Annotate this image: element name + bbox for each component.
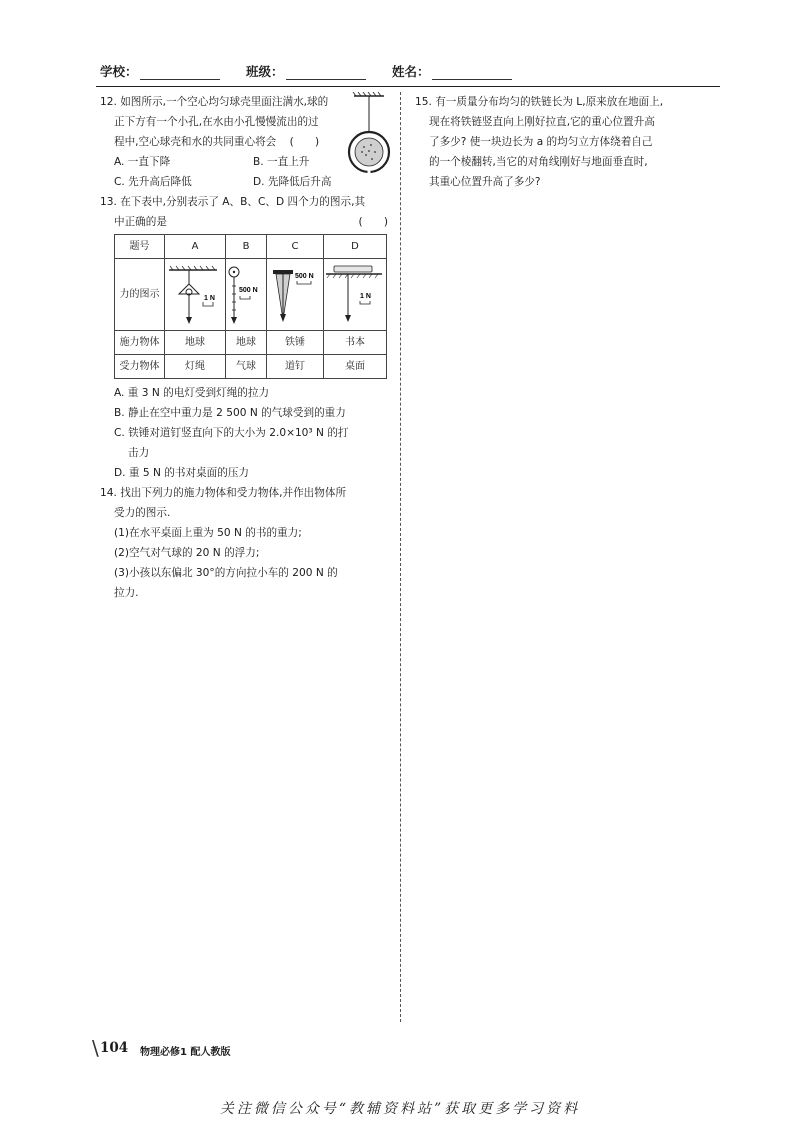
force-table-receiver-c: 道钉 — [267, 355, 324, 379]
force-table-applier-d: 书本 — [324, 331, 387, 355]
force-diagram-b — [226, 259, 267, 331]
q12-line-1: 12. 如图所示,一个空心均匀球壳里面注满水,球的 — [100, 96, 329, 108]
force-table-header-1: A — [165, 235, 226, 259]
book-force-diagram — [324, 262, 386, 328]
q15-line-4: 的一个棱翻转,当它的对角线刚好与地面垂直时, — [429, 156, 648, 168]
force-table-applier-row — [115, 331, 387, 355]
class-label: 班级： — [246, 64, 284, 79]
diagram-c-scale: 500 N — [295, 272, 314, 280]
footer-slash-mark: \ — [92, 1036, 99, 1060]
q15-line-5: 其重心位置升高了多少? — [429, 176, 541, 188]
book-title: 物理必修1 配人教版 — [140, 1047, 231, 1058]
q14-item-3-cont: 拉力. — [114, 587, 139, 599]
q12-line-2: 正下方有一个小孔,在水由小孔慢慢流出的过 — [114, 116, 319, 128]
q12-option-a: A. 一直下降 — [114, 156, 171, 168]
force-table-receiver-a: 灯绳 — [165, 355, 226, 379]
force-diagram-d — [324, 259, 387, 331]
page-number: 104 — [100, 1040, 129, 1056]
hanging-ball-figure — [344, 92, 394, 176]
q12-answer-paren: ( ) — [289, 136, 320, 148]
force-table-header-3: C — [267, 235, 324, 259]
q13-answer-paren: ( ) — [358, 216, 388, 228]
force-table-receiver-label: 受力物体 — [115, 355, 165, 379]
school-label: 学校： — [100, 64, 138, 79]
q12-option-b: B. 一直上升 — [253, 156, 310, 168]
q13-option-d: D. 重 5 N 的书对桌面的压力 — [114, 467, 250, 479]
force-table-applier-c: 铁锤 — [267, 331, 324, 355]
left-column — [100, 92, 392, 603]
q13-option-c-cont: 击力 — [128, 447, 150, 459]
q15-line-2: 现在将铁链竖直向上刚好拉直,它的重心位置升高 — [429, 116, 655, 128]
q14-line-2: 受力的图示. — [114, 507, 171, 519]
force-table-applier-b: 地球 — [226, 331, 267, 355]
diagram-d-scale: 1 N — [360, 292, 371, 300]
q14-item-2: (2)空气对气球的 20 N 的浮力; — [114, 547, 260, 559]
q15-line-1: 15. 有一质量分布均匀的铁链长为 L,原来放在地面上, — [415, 96, 664, 108]
right-column — [415, 92, 723, 192]
school-blank — [140, 66, 220, 80]
q13-line-2-text: 中正确的是 — [114, 216, 167, 228]
name-blank — [432, 66, 512, 80]
q13-line-1: 13. 在下表中,分别表示了 A、B、C、D 四个力的图示,其 — [100, 196, 366, 208]
header-rule — [96, 86, 720, 87]
force-table-diagram-label: 力的图示 — [115, 259, 165, 331]
question-14 — [100, 483, 392, 603]
force-diagram-c — [267, 259, 324, 331]
q13-option-b: B. 静止在空中重力是 2 500 N 的气球受到的重力 — [114, 407, 346, 419]
question-13 — [100, 192, 392, 483]
force-table-header-0: 题号 — [115, 235, 165, 259]
q14-item-1: (1)在水平桌面上重为 50 N 的书的重力; — [114, 527, 302, 539]
force-table — [114, 234, 387, 379]
lamp-force-diagram — [165, 262, 225, 328]
diagram-a-scale: 1 N — [204, 294, 215, 302]
q14-line-1: 14. 找出下列力的施力物体和受力物体,并作出物体所 — [100, 487, 347, 499]
force-diagram-a — [165, 259, 226, 331]
force-table-receiver-d: 桌面 — [324, 355, 387, 379]
nail-force-diagram — [267, 262, 323, 328]
force-table-header-4: D — [324, 235, 387, 259]
question-15 — [415, 92, 723, 192]
force-table-diagram-row — [115, 259, 387, 331]
force-table-applier-a: 地球 — [165, 331, 226, 355]
page-header — [100, 62, 720, 84]
force-table-applier-label: 施力物体 — [115, 331, 165, 355]
promo-note: 关注微信公众号“教辅资料站”获取更多学习资料 — [219, 1101, 581, 1117]
q12-option-d: D. 先降低后升高 — [253, 176, 332, 188]
q13-line-2 — [100, 212, 392, 232]
q14-item-3: (3)小孩以东偏北 30°的方向拉小车的 200 N 的 — [114, 567, 338, 579]
column-divider — [400, 92, 401, 1022]
diagram-b-scale: 500 N — [239, 286, 258, 294]
q12-option-c: C. 先升高后降低 — [114, 176, 192, 188]
class-blank — [286, 66, 366, 80]
balloon-force-diagram — [226, 262, 266, 328]
q13-option-a: A. 重 3 N 的电灯受到灯绳的拉力 — [114, 387, 270, 399]
school-field — [100, 62, 220, 80]
q12-line-3-text: 程中,空心球壳和水的共同重心将会 — [114, 136, 277, 148]
force-table-header-2: B — [226, 235, 267, 259]
question-12 — [100, 92, 392, 192]
name-label: 姓名： — [392, 64, 430, 79]
force-table-header-row — [115, 235, 387, 259]
force-table-receiver-row — [115, 355, 387, 379]
q15-line-3: 了多少? 使一块边长为 a 的均匀立方体绕着自己 — [429, 136, 653, 148]
q13-option-c: C. 铁锤对道钉竖直向下的大小为 2.0×10³ N 的打 — [114, 427, 349, 439]
name-field — [392, 62, 512, 80]
force-table-receiver-b: 气球 — [226, 355, 267, 379]
class-field — [246, 62, 366, 80]
